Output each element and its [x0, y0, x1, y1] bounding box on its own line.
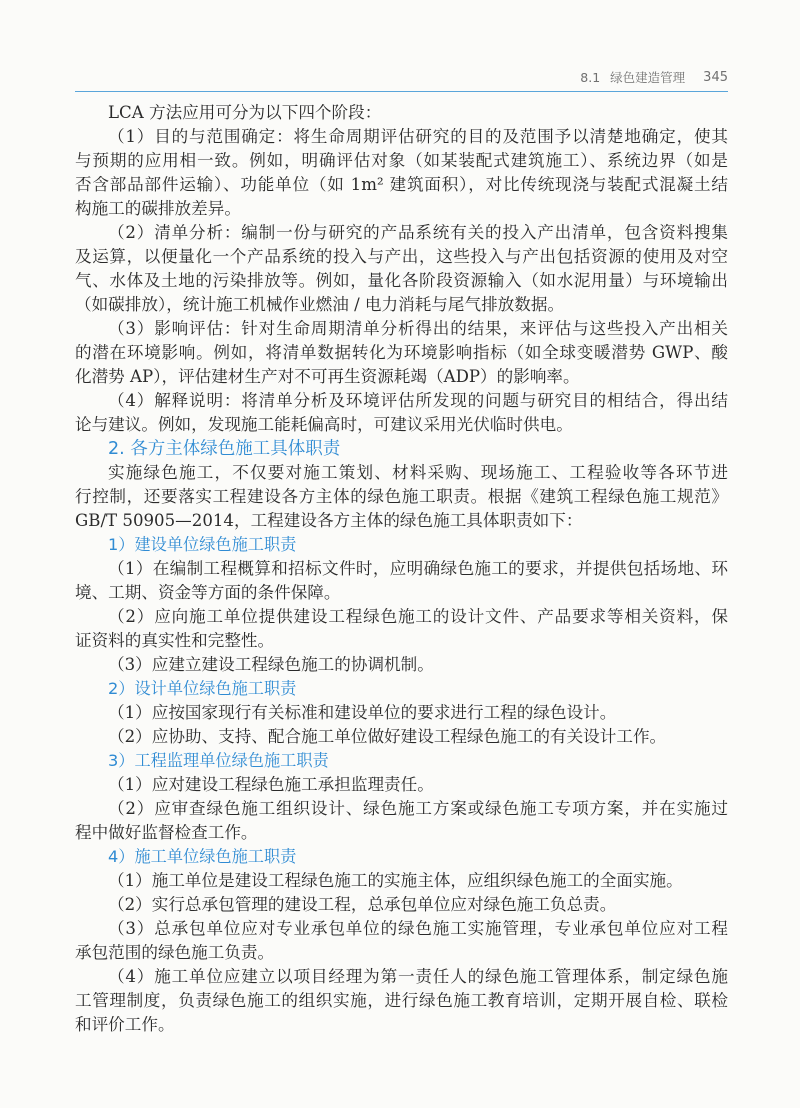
paragraph-line: 程中做好监督检查工作。 — [75, 823, 258, 842]
paragraph-line: （4）解释说明：将清单分析及环境评估所发现的问题与研究目的相结合，得出结 — [108, 391, 728, 410]
paragraph-line: （2）应协助、支持、配合施工单位做好建设工程绿色施工的有关设计工作。 — [108, 727, 667, 746]
list-item — [75, 893, 728, 917]
paragraph-line: （1）目的与范围确定：将生命周期评估研究的目的及范围予以清楚地确定，使其 — [108, 127, 728, 146]
lca-intro-paragraph — [75, 101, 728, 125]
paragraph-line: （2）应审查绿色施工组织设计、绿色施工方案或绿色施工专项方案，并在实施过 — [108, 799, 728, 818]
paragraph-line: 否含部品部件运输）、功能单位（如 1m² 建筑面积），对比传统现浇与装配式混凝土结 — [75, 175, 728, 194]
subsection-heading: 4）施工单位绿色施工职责 — [108, 847, 297, 866]
paragraph-line: （3）应建立建设工程绿色施工的协调机制。 — [108, 655, 434, 674]
paragraph-line: 气、水体及土地的污染排放等。例如，量化各阶段资源输入（如水泥用量）与环境输出 — [75, 271, 728, 290]
list-item — [75, 725, 728, 749]
list-item — [75, 605, 728, 653]
subsection-heading: 3）工程监理单位绿色施工职责 — [108, 751, 329, 770]
paragraph-line: LCA 方法应用可分为以下四个阶段： — [108, 103, 382, 122]
paragraph-line: （2）清单分析：编制一份与研究的产品系统有关的投入产出清单，包含资料搜集 — [108, 223, 728, 242]
paragraph-line: 境、工期、资金等方面的条件保障。 — [75, 583, 341, 602]
list-item — [75, 965, 728, 1037]
section-title: 绿色建造管理 — [610, 70, 686, 85]
list-item — [75, 869, 728, 893]
paragraph-line: 证资料的真实性和完整性。 — [75, 631, 275, 650]
running-header — [580, 68, 728, 88]
supervisor-responsibilities — [75, 749, 728, 845]
paragraph-line: 行控制，还要落实工程建设各方主体的绿色施工职责。根据《建筑工程绿色施工规范》 — [75, 487, 728, 506]
list-item — [75, 773, 728, 797]
section-heading: 2. 各方主体绿色施工具体职责 — [108, 439, 341, 459]
paragraph-line: GB/T 50905—2014，工程建设各方主体的绿色施工具体职责如下： — [75, 511, 583, 530]
paragraph-line: 及运算，以便量化一个产品系统的投入与产出，这些投入与产出包括资源的使用及对空 — [75, 247, 728, 266]
subsection-heading: 1）建设单位绿色施工职责 — [108, 535, 297, 554]
designer-responsibilities — [75, 677, 728, 749]
list-item — [75, 797, 728, 845]
lca-stage-1-paragraph — [75, 125, 728, 221]
paragraph-line: （1）应按国家现行有关标准和建设单位的要求进行工程的绿色设计。 — [108, 703, 617, 722]
body-text — [75, 101, 728, 1037]
paragraph-line: 论与建议。例如，发现施工能耗偏高时，可建议采用光伏临时供电。 — [75, 415, 573, 434]
list-item — [75, 917, 728, 965]
paragraph-line: （4）施工单位应建立以项目经理为第一责任人的绿色施工管理体系，制定绿色施 — [108, 967, 728, 986]
lca-stage-2-paragraph — [75, 221, 728, 317]
paragraph-line: （1）在编制工程概算和招标文件时，应明确绿色施工的要求，并提供包括场地、环 — [108, 559, 728, 578]
subsection-heading: 2）设计单位绿色施工职责 — [108, 679, 297, 698]
paragraph-line: （如碳排放），统计施工机械作业燃油 / 电力消耗与尾气排放数据。 — [75, 295, 565, 314]
list-item — [75, 653, 728, 677]
header-rule — [75, 91, 728, 92]
paragraph-line: 构施工的碳排放差异。 — [75, 199, 241, 218]
paragraph-line: 承包范围的绿色施工负责。 — [75, 943, 275, 962]
paragraph-line: 实施绿色施工，不仅要对施工策划、材料采购、现场施工、工程验收等各环节进 — [108, 463, 728, 482]
paragraph-line: （1）施工单位是建设工程绿色施工的实施主体，应组织绿色施工的全面实施。 — [108, 871, 683, 890]
paragraph-line: （3）影响评估：针对生命周期清单分析得出的结果，来评估与这些投入产出相关 — [108, 319, 728, 338]
paragraph-line: 和评价工作。 — [75, 1015, 175, 1034]
list-item — [75, 557, 728, 605]
lca-stage-3-paragraph — [75, 317, 728, 389]
paragraph-line: （2）实行总承包管理的建设工程，总承包单位应对绿色施工负总责。 — [108, 895, 617, 914]
page-number: 345 — [703, 70, 728, 85]
paragraph-line: （2）应向施工单位提供建设工程绿色施工的设计文件、产品要求等相关资料，保 — [108, 607, 728, 626]
paragraph-line: 与预期的应用相一致。例如，明确评估对象（如某装配式建筑施工）、系统边界（如是 — [75, 151, 728, 170]
lca-stage-4-paragraph — [75, 389, 728, 437]
contractor-responsibilities — [75, 845, 728, 1037]
section-number: 8.1 — [580, 70, 601, 85]
responsibilities-intro-paragraph — [75, 461, 728, 533]
list-item — [75, 701, 728, 725]
paragraph-line: 化潜势 AP），评估建材生产对不可再生资源耗竭（ADP）的影响率。 — [75, 367, 580, 386]
paragraph-line: （3）总承包单位应对专业承包单位的绿色施工实施管理，专业承包单位应对工程 — [108, 919, 728, 938]
owner-responsibilities — [75, 533, 728, 677]
paragraph-line: 工管理制度，负责绿色施工的组织实施，进行绿色施工教育培训，定期开展自检、联检 — [75, 991, 728, 1010]
paragraph-line: 的潜在环境影响。例如，将清单数据转化为环境影响指标（如全球变暖潜势 GWP、酸 — [75, 343, 728, 362]
paragraph-line: （1）应对建设工程绿色施工承担监理责任。 — [108, 775, 434, 794]
